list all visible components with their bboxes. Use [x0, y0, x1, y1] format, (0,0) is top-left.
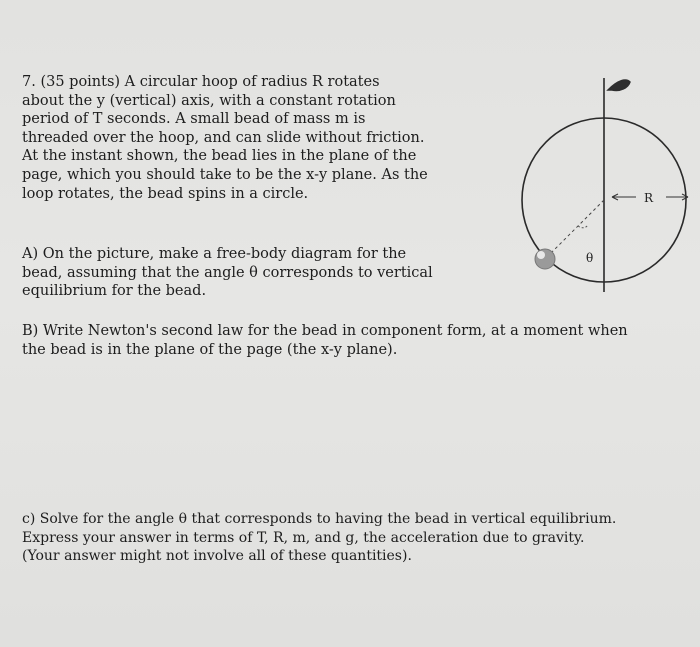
text-line: about the y (vertical) axis, with a constant rotation: [22, 92, 396, 109]
angle-label: θ: [586, 251, 594, 265]
text-line: page, which you should take to be the x-y plane. As the: [22, 166, 428, 183]
hoop-diagram: [500, 60, 700, 300]
text-line: period of T seconds. A small bead of mass m is: [22, 111, 366, 128]
question-intro: [22, 73, 428, 203]
bead: [535, 249, 555, 269]
text-line: Express your answer in terms of T, R, m, and g, the acceleration due to gravity.: [22, 529, 585, 546]
text-line: At the instant shown, the bead lies in the plane of the: [22, 148, 417, 165]
text-line: threaded over the hoop, and can slide without friction.: [22, 129, 425, 146]
text-line: bead, assuming that the angle θ corresponds to vertical: [22, 264, 433, 281]
part-a: [22, 245, 433, 301]
text-line: c) Solve for the angle θ that corresponds to having the bead in vertical equilibrium.: [22, 511, 617, 527]
radius-label: R: [644, 191, 654, 205]
text-line: the bead is in the plane of the page (the x-y plane).: [22, 341, 398, 358]
text-line: 7. (35 points) A circular hoop of radius R rotates: [22, 74, 380, 90]
rotation-arrow-icon: [608, 80, 630, 90]
text-line: equilibrium for the bead.: [22, 283, 207, 300]
text-line: loop rotates, the bead spins in a circle.: [22, 185, 309, 202]
text-line: (Your answer might not involve all of these quantities).: [22, 548, 412, 565]
angle-arc: [578, 225, 588, 228]
dashed-radius-line: [548, 200, 604, 256]
part-b: [22, 322, 628, 359]
part-c: [22, 510, 616, 566]
text-line: A) On the picture, make a free-body diagram for the: [22, 246, 407, 262]
text-line: B) Write Newton's second law for the bead in component form, at a moment when: [22, 323, 628, 339]
bead-highlight: [537, 251, 545, 259]
